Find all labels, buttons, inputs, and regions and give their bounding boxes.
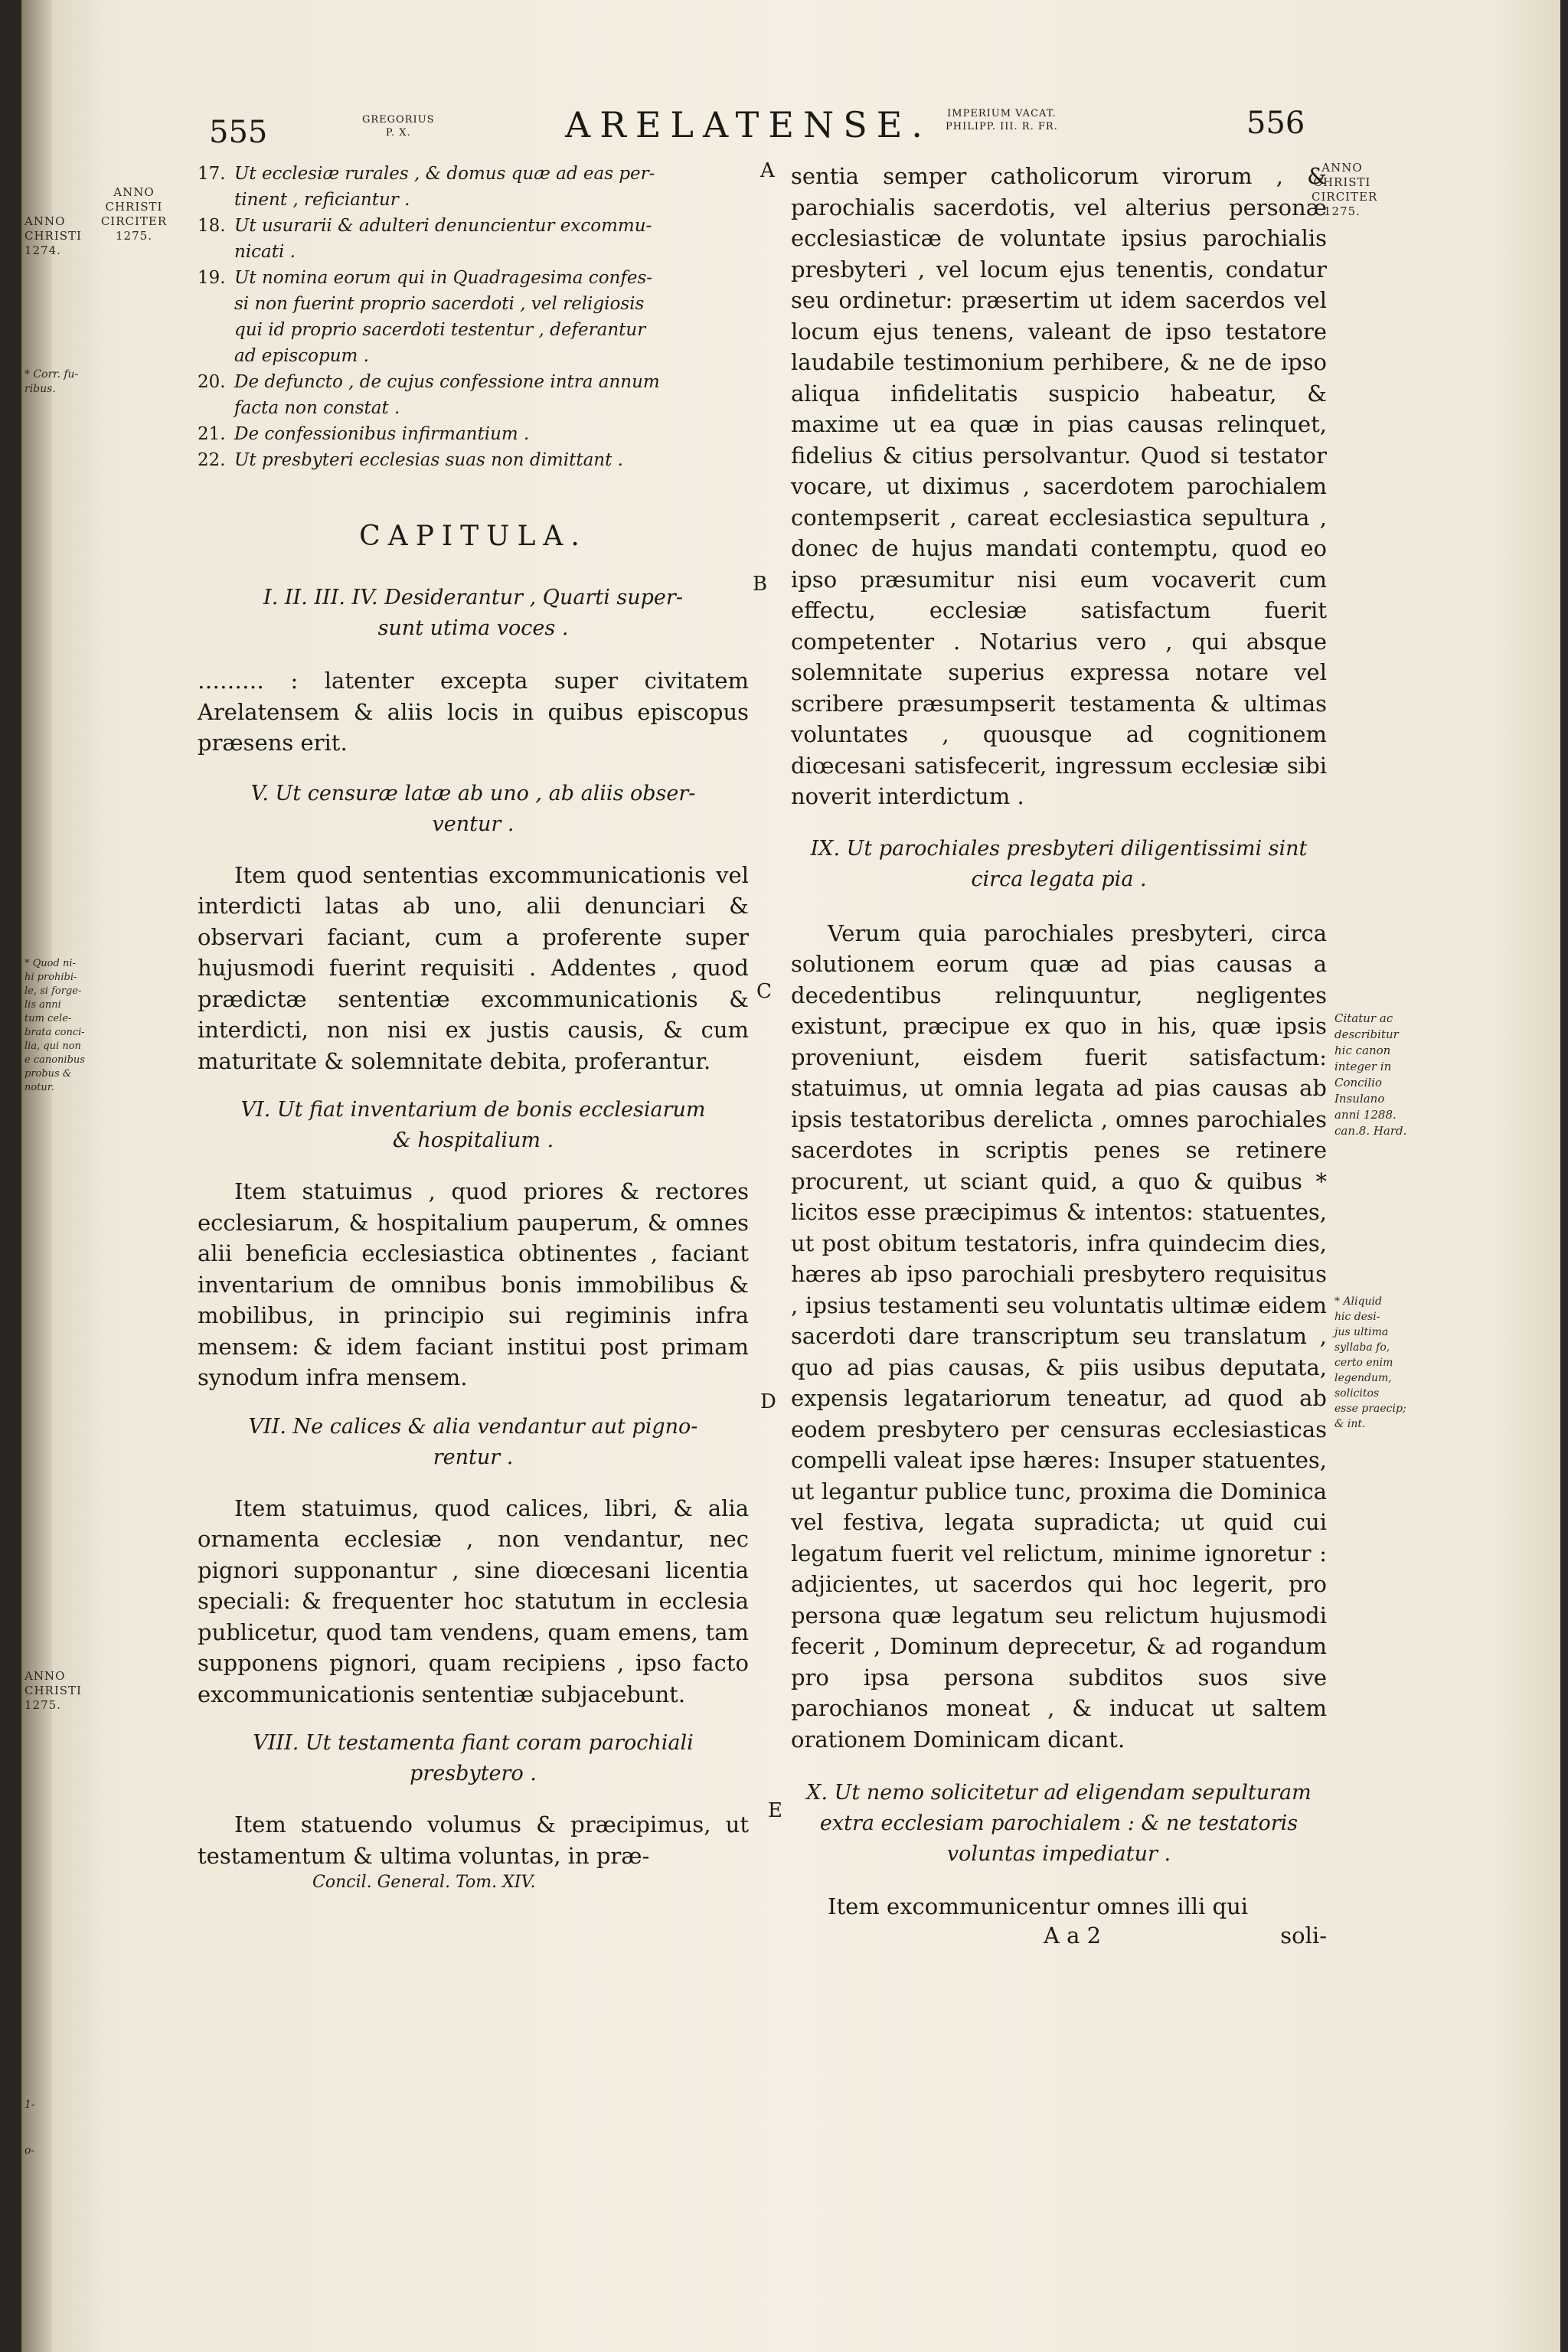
chapter-text-6: Item statuimus , quod priores & rectores ecclesiarum, & hospitalium pauperum, & omnes alii beneficia ecclesiastica obtinentes , faciant inventarium de omnibus bonis immobilibus & mobilibus, in principio sui regiminis infra mensem: & idem faciant institui post primam synodum infra mensem.: [198, 1178, 749, 1390]
catchword: soli-: [1280, 1922, 1327, 1949]
right-column: [791, 161, 1327, 1953]
section-letter-e: E: [768, 1799, 782, 1822]
toc-item: 22. Ut presbyteri ecclesias suas non dimittant .: [198, 450, 623, 470]
section-letter-a: A: [760, 159, 775, 182]
section-letter-d: D: [760, 1390, 776, 1413]
margin-note-aliquid: * Aliquid hic desi- jus ultima syllaba fo, certo enim legendum, solicitos esse praecip; & int.: [1334, 1295, 1406, 1430]
footer-volume: Concil. General. Tom. XIV.: [312, 1873, 536, 1892]
section-letter-b: B: [753, 573, 768, 596]
toc-item-cont: tinent , reficiantur .: [234, 190, 410, 210]
chapter-text-7: Item statuimus, quod calices, libri, & alia ornamenta ecclesiæ , non vendantur, nec pignori supponantur , sine diœcesani licentia speciali: & frequenter hoc statutum in ecclesia publicetur, quod tam vendens, quam emens, tam supponens pignori, quam recipiens , ipso facto excommunicationis sententiæ subjacebunt.: [198, 1494, 749, 1707]
far-margin-anno-2: ANNO CHRISTI 1275.: [24, 1669, 82, 1712]
book-page: [21, 0, 1560, 2352]
chapter-text-fragment: ……… : latenter excepta super civitatem Arelatensem & aliis locis in quibus episcopus præsens erit.: [198, 668, 749, 756]
toc-list: [198, 161, 749, 473]
far-margin-note-1: * Corr. fu- ribus.: [24, 368, 79, 395]
chapter-text-8-cont: sentia semper catholicorum virorum , & parochialis sacerdotis, vel alterius personæ ecclesiasticæ de voluntate ipsius parochialis presbyteri , vel locum ejus tenentis, condatur seu ordinetur: præsertim ut idem sacerdos vel locum ejus tenens, valeant de ipso testatore laudabile testimonium perhibere, & ne de ipso aliqua infidelitatis suspicio habeatur, & maxime ut ea quæ in pias causas relinquet, fidelius & citius persolvantur. Quod si testator vocare, ut diximus , sacerdotem parochialem contempserit , careat ecclesiastica sepultura , donec de hujus mandati contemptu, quod eo ipso præsumitur nisi eum vocaverit cum effectu, ecclesiæ satisfactum fuerit competenter . Notarius vero , qui absque solemnitate superius expressa notare vel scribere præsumpserit testamenta & ultimas voluntates , quousque ad cognitionem diœcesani satisfecerit, ingressum ecclesiæ sibi noverit interdictum .: [791, 163, 1327, 809]
page-number-right: 556: [1246, 106, 1305, 141]
capitula-heading: CAPITULA.: [359, 521, 587, 552]
toc-item-cont: nicati .: [234, 242, 296, 262]
far-margin-dash-1: 1-: [24, 2099, 35, 2111]
far-margin-dash-2: o-: [24, 2145, 35, 2157]
toc-item-cont: ad episcopum .: [234, 346, 369, 366]
toc-item: 19. Ut nomina eorum qui in Quadragesima confes-: [198, 268, 653, 288]
chapter-title-8: VIII. Ut testamenta fiant coram parochiali presbytero .: [253, 1731, 694, 1785]
toc-item-cont: qui id proprio sacerdoti testentur , deferantur: [234, 320, 646, 340]
chapter-text-5: Item quod sententias excommunicationis vel interdicti latas ab uno, alii denunciari & observari faciant, cum a proferente super hujusmodi fuerint requisiti . Addentes , quod prædictæ sententiæ excommunicationis & interdicti, non nisi ex justis causis, & cum maturitate & solemnitate debita, proferantur.: [198, 861, 749, 1074]
chapter-text-10: Item excommunicentur omnes illi qui: [828, 1893, 1249, 1919]
header-pope: GREGORIUS P. X.: [362, 114, 435, 139]
chapter-text-8: Item statuendo volumus & præcipimus, ut testamentum & ultima voluntas, in præ-: [198, 1811, 749, 1869]
chapter-title-10: X. Ut nemo solicitetur ad eligendam sepulturam extra ecclesiam parochialem : & ne testatoris voluntas impediatur .: [806, 1781, 1312, 1866]
chapter-title-1-4: I. II. III. IV. Desiderantur , Quarti super- sunt utima voces .: [263, 586, 683, 640]
header-title: ARELATENSE.: [565, 104, 932, 145]
far-margin-anno-1: ANNO CHRISTI 1274.: [24, 214, 82, 257]
chapter-title-6: VI. Ut fiat inventarium de bonis ecclesiarum & hospitalium .: [240, 1098, 706, 1152]
toc-item: 21. De confessionibus infirmantium .: [198, 424, 530, 444]
toc-item-cont: si non fuerint proprio sacerdoti , vel religiosis: [234, 294, 645, 314]
section-letter-c: C: [756, 980, 772, 1003]
chapter-title-5: V. Ut censuræ latæ ab uno , ab aliis obser- ventur .: [250, 781, 696, 836]
chapter-text-9: Verum quia parochiales presbyteri, circa solutionem eorum quæ ad pias causas a decedentibus relinquuntur, negligentes existunt, præcipue ex quo in his, quæ ipsis proveniunt, eisdem fuerit satisfactum: statuimus, ut omnia legata ad pias causas ab ipsis testatoribus derelicta , omnes parochiales sacerdotes in scriptis penes se retinere procurent, ut sciant quid, a quo & quibus * licitos esse præcipimus & intentos: statuentes, ut post obitum testatoris, infra quindecim dies, hæres ab ipso parochiali presbytero requisitus , ipsius testamenti seu voluntatis ultimæ eidem sacerdoti dare transcriptum seu translatum , quo ad pias causas, & piis usibus deputata, expensis legatariorum teneatur, ad quod ab eodem presbytero per censuras ecclesiasticas compelli valeat ipse hæres: Insuper statuentes, ut legantur publice tunc, proxima die Dominica vel festiva, legata supradicta; ut quid cui legatum fuerit vel relictum, minime ignoretur : adjicientes, ut sacerdos qui hoc legerit, pro persona quæ legatum seu relictum hujusmodi fecerit , Dominum deprecetur, & ad rogandum pro ipsa persona subditos suos sive parochianos moneat , & inducat ut saltem orationem Dominicam dicant.: [791, 920, 1327, 1753]
margin-anno-left: ANNO CHRISTI CIRCITER 1275.: [100, 185, 168, 243]
book-spine: [21, 0, 52, 2352]
page-number-left: 555: [209, 115, 268, 150]
toc-item: 17. Ut ecclesiæ rurales , & domus quæ ad eas per-: [198, 164, 655, 184]
chapter-title-9: IX. Ut parochiales presbyteri diligentissimi sint circa legata pia .: [810, 836, 1308, 891]
signature-mark: A a 2: [1044, 1922, 1102, 1949]
margin-note-citatur: Citatur ac describitur hic canon integer in Concilio Insulano anni 1288. can.8. Hard.: [1334, 1011, 1407, 1138]
far-margin-note-2: * Quod ni- hi prohibi- le, si forge- lis anni tum cele- brata conci- lia, qui non e canonibus probus & notur.: [24, 958, 85, 1093]
left-column: [198, 161, 749, 1894]
toc-item-cont: facta non constat .: [234, 398, 400, 418]
toc-item: 18. Ut usurarii & adulteri denuncientur excommu-: [198, 216, 652, 236]
margin-anno-right: ANNO CHRISTI CIRCITER 1275.: [1312, 161, 1378, 218]
chapter-title-7: VII. Ne calices & alia vendantur aut pigno- rentur .: [248, 1414, 698, 1469]
header-imperium: IMPERIUM VACAT. PHILIPP. III. R. FR.: [946, 108, 1058, 132]
toc-item: 20. De defuncto , de cujus confessione intra annum: [198, 372, 660, 392]
